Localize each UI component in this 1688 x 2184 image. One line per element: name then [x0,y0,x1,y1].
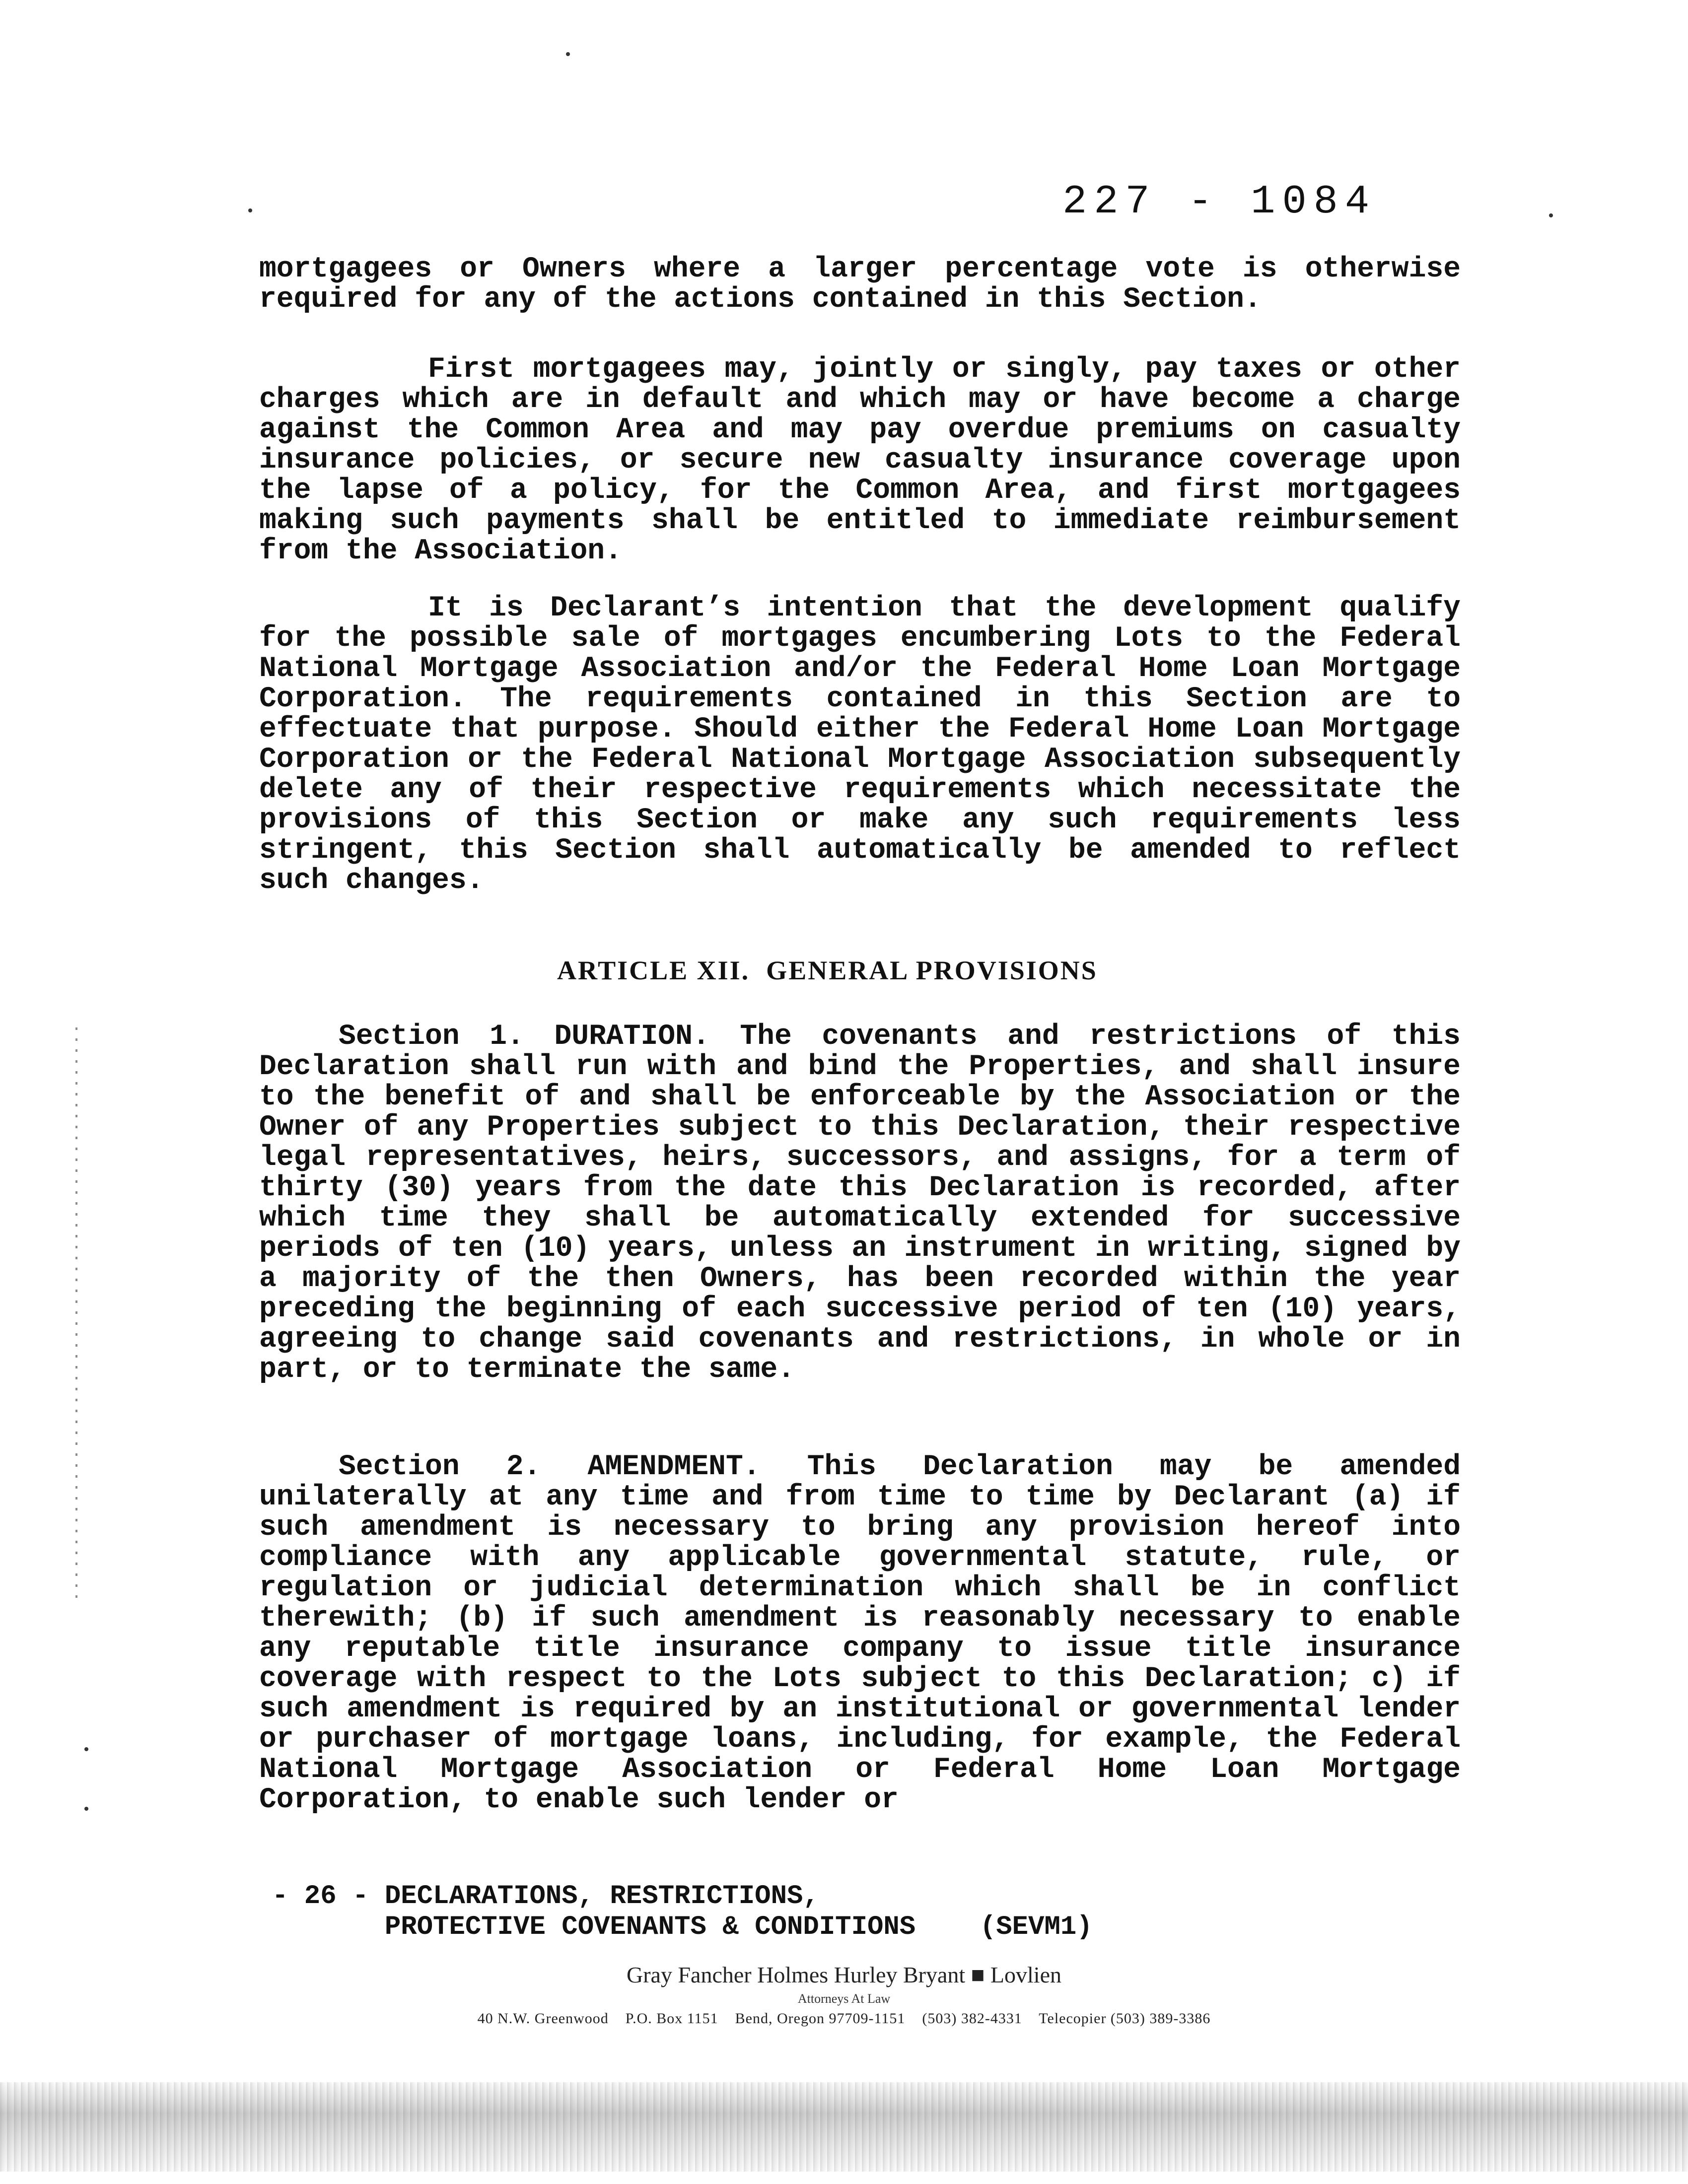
law-firm-address: 40 N.W. Greenwood P.O. Box 1151 Bend, Oregon 97709-1151 (503) 382-4331 Telecopier (503) 389-3386 [477,2010,1211,2027]
paragraph-text: Section 2. AMENDMENT. This Declaration may be amended unilaterally at any time and from time to time by Declarant (a) if such amendment is necessary to bring any provision hereof into compliance with any applicable governmental statute, rule, or regulation or judicial determination which shall be in conflict therewith; (b) if such amendment is reasonably necessary to enable any reputable title insurance company to issue title insurance coverage with respect to the Lots subject to this Declaration; c) if such amendment is required by an institutional or governmental lender or purchaser of mortgage loans, including, for example, the Federal National Mortgage Association or Federal Home Loan Mortgage Corporation, to enable such lender or [259,1451,1461,1816]
scan-noise-band [0,2082,1688,2172]
footer-line-2: PROTECTIVE COVENANTS & CONDITIONS (SEVM1) [272,1912,1093,1942]
page-number: 227 - 1084 [1062,179,1377,225]
footer-line-1: - 26 - DECLARATIONS, RESTRICTIONS, [272,1881,819,1911]
section-amendment [259,1452,1461,1815]
paragraph-text: First mortgagees may, jointly or singly, pay taxes or other charges which are in default and which may or have become a charge against the Common Area and may pay overdue premiums on casualty insurance policies, or secure new casualty insurance coverage upon the lapse of a policy, for the Common Area, and first mortgagees making such payments shall be entitled to immediate reimbursement from the Association. [259,353,1461,567]
scan-margin-marks [75,1027,77,1598]
scan-speck [84,1747,88,1751]
paragraph-text: Section 1. DURATION. The covenants and restrictions of this Declaration shall run with and bind the Properties, and shall insure to the benefit of and shall be enforceable by the Association or the Owner of any Properties subject to this Declaration, their respective legal representatives, heirs, successors, and assigns, for a term of thirty (30) years from the date this Declaration is recorded, after which time they shall be automatically extended for successive periods of ten (10) years, unless an instrument in writing, signed by a majority of the then Owners, has been recorded within the year preceding the beginning of each successive period of ten (10) years, agreeing to change said covenants and restrictions, in whole or in part, or to terminate the same. [259,1021,1461,1386]
paragraph-declarant-intention [259,593,1461,896]
paragraph-continuation [259,254,1461,315]
paragraph-first-mortgagees [259,354,1461,566]
paragraph-text: It is Declarant’s intention that the development qualify for the possible sale of mortgages encumbering Lots to the Federal National Mortgage Association and/or the Federal Home Loan Mortgage Corporation. The requirements contained in this Section are to effectuate that purpose. Should either the Federal Home Loan Mortgage Corporation or the Federal National Mortgage Association subsequently delete any of their respective requirements which necessitate the provisions of this Section or make any such requirements less stringent, this Section shall automatically be amended to reflect such changes. [259,592,1461,897]
paragraph-text: mortgagees or Owners where a larger percentage vote is otherwise required for any of the actions contained in this Section. [259,253,1461,316]
section-duration [259,1022,1461,1385]
scan-speck [566,52,570,56]
law-firm-subtitle: Attorneys At Law [797,1991,891,2006]
scan-speck [1549,213,1553,217]
scan-speck [248,208,252,212]
law-firm-name: Gray Fancher Holmes Hurley Bryant ■ Lovlien [627,1962,1061,1987]
scan-speck [84,1807,88,1811]
article-heading: ARTICLE XII. GENERAL PROVISIONS [557,956,1098,985]
page-footer [272,1881,1093,1943]
